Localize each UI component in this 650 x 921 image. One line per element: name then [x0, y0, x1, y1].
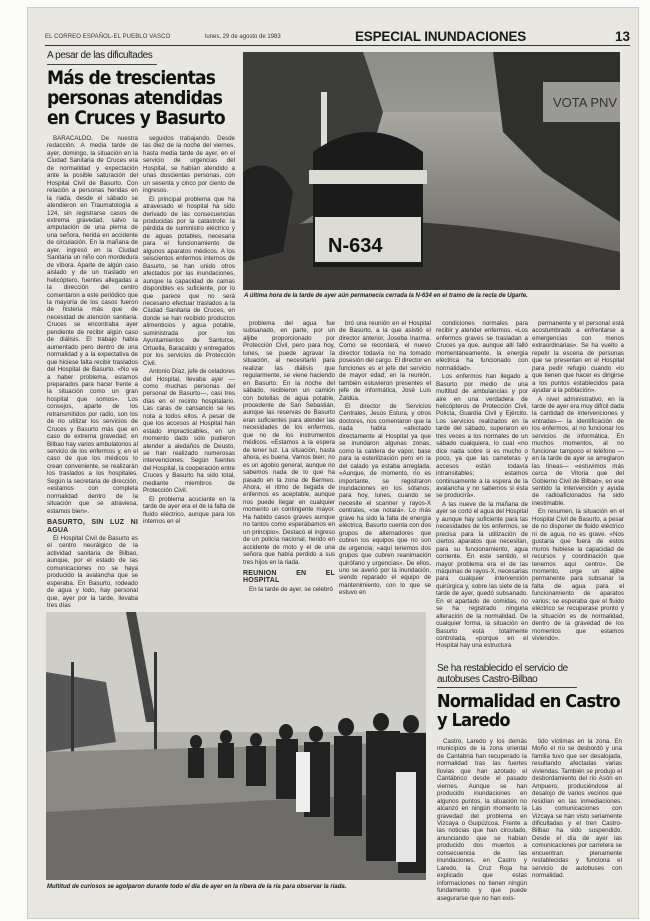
paragraph: El principal problema que ha atravesado el hospital ha sido derivado de las consecuencias producidas por la catástrofe: la pérdida de suministro eléctrico y de aguas potables, necesaria para el funcionamiento de algunos aparatos médicos. A los seiscientos enfermos internos de Basurto, se han unido otros afectados por las inundaciones, aunque la capacidad de camas disponibles es suficiente, por lo que parece que no será necesario efectuar traslados a la Ciudad Sanitaria de Cruces, en donde se han recibido productos alimenticios y agua potable, suministrada por los Ayuntamientos de Santurce, Ortuella, Baracaldo y entregados por los servicios de Protección Civil.: [143, 195, 235, 367]
paragraph: En resumen, la situación en el Hospital Civil de Basurto, a pesar de no disponer de fluido eléctrico ni de agua, no es grave. «Nos gustaría que fuera de estos muros hubiese la capacidad de recursos y coordinación que tenemos aquí centro». De momento, urge un aljibe permanente para subsanar la falta de agua para el funcionamiento de aparatos varios; se esperaba que el fluido eléctrico se recuperase pronto y la situación es de normalidad, dentro de la gravedad de los momentos que estamos viviendo».: [532, 508, 624, 643]
article2-column-1: [437, 738, 527, 908]
section-title: ESPECIAL INUNDACIONES: [355, 29, 527, 44]
paragraph: problema del agua fue subsanado, en parte, por un aljibe proporcionado por Protección Civil, pero para hoy, lunes, se puede agravar la situación, al necesitarlo para realizar las diálisis que regularmente, se viene haciendo en Basurto. En la noche del sábado, recibieron un camión con botellas de agua potable, procedente de San Sebastián, aunque las reservas de Basurto eran suficientes para atender las necesidades de los enfermos, que no de los instrumentos médicos. «Estamos a la espera de tener luz. La situación, hasta ahora, es buena. Vamos bien; no es un agobio general, aunque no sabemos nada de lo que ha pasado en la zona de Bermeo. Ahora, el ritmo de llegada de enfermos es aceptable, aunque nos puede llegar en cualquier momento un contingente mayor. Ha habido casos graves aunque no tantos como esperábamos en un principio». Destacó el ingreso de un policía nacional, herido en accidente de moto y el de una señora que había perdido a sus tres hijos en la riada.: [243, 320, 335, 566]
paragraph: En la tarde de ayer, se celebró: [249, 585, 333, 593]
paragraph: seguidos trabajando. Desde las diez de la noche del viernes, hasta media tarde de ayer, en el servicio de urgencias del Hospital, se habían atendido a unas doscientas personas, con un sesenta y cinco por ciento de ingresos.: [143, 135, 235, 195]
article2-column-2: [532, 738, 622, 908]
paragraph: El director de Servicios Centrales, Jesús Estura, y otros doctores, nos comentaron que la riada había «afectado directamente al Hospital ya que se inundaron algunas zonas, como la caldera de vapor, base para la esterilización pero en la del calado ya estaba arreglada. «Aunque, de momento, no es importante, se registraron inundaciones en los sótanos; para hoy, lunes, cuando se necesite el scanner y rayos-X centrales, «se notará». Lo más grave ha sido la falta de energía eléctrica, Basurto cuenta con dos grupos de alternadores que cubren los equipos que no son de urgencia; «aquí tenemos dos grupos que cubren reanimación quirófano y urgencias». De ellos, uno se averió por la inundación, siendo reparado el equipo de mantenimiento, con lo que se estuvo en: [339, 402, 431, 597]
page-header: [45, 29, 630, 46]
crowd-riverbank-photo: [46, 612, 426, 880]
article1-column-6: [532, 320, 624, 655]
article2-headline: [437, 693, 620, 731]
paragraph: Castro, Laredo y los demás municipios de la zona oriental de Cantabria han recuperado la normalidad tras las fuertes lluvias que han azotado el Cantábrico desde el pasado viernes. Aunque se han producido inundaciones en algunos puntos, la situación no alcanzó en ningún momento la gravedad del problema en Vizcaya o Guipúzcoa. Frente a las noticias que han circulado, anunciando que se habían producido dos muertos a consecuencia de las inundaciones, en Castro y Laredo, la Cruz Roja ha explicado que estas informaciones no tienen ningún fundamento y que puede asegurarse que no han exis-: [437, 738, 527, 902]
kicker-rule: [47, 64, 157, 65]
paragraph: bró una reunión en el Hospital de Basurto, a la que asistió el director anterior, Joseba Inarma. Como se recordará, el nuevo director todavía no ha tomado posesión del cargo. El director en funciones es el jefe del servicio de mayor edad; en la reunión, también estuvieron presentes el jefe de informática, José Luis Zaldúa.: [339, 320, 431, 402]
paragraph: Antonio Díaz, jefe de celadores del Hospital, llevaba ayer —como muchas personas del personal de Basurto—, casi tres días en el recinto hospitalario. Las caras de cansancio se les nota a todos ellos. A pesar de que los accesos al Hospital han estado impracticables, en un momento dado sólo pudieron atender a aledaños de Deusto, se han realizado numerosas intervenciones. Según fuentes del Hospital, la cooperación entre Cruces y Basurto ha sido total, mediante miembros de Protección Civil.: [143, 368, 235, 495]
article1-column-2: [143, 135, 235, 607]
publication-date: lunes, 29 de agosto de 1983: [205, 34, 281, 40]
article1-column-5: [436, 320, 528, 655]
article2-kicker: [437, 663, 568, 685]
headline-line: personas atendidas: [47, 86, 223, 109]
paragraph: El problema acuciante en la tarde de ayer era el de la falta de fluido eléctrico, aunque para los internos en el: [143, 495, 235, 526]
kicker-rule: [437, 687, 577, 688]
article1-column-3: [243, 320, 335, 610]
paragraph: A las nueve de la mañana de ayer se cortó el agua del Hospital y aunque hay suficiente para las necesidades de los enfermos, se precisa para la utilización de ciertos aparatos que necesitan, para su funcionamiento, agua corriente. En este sentido, el mayor problema era el de las máquinas de rayos-X, necesarias para cualquier intervención quirúrgica y, sobre las siete de la tarde de ayer, quedó subsanado. En el apartado de comidas, no se ha registrado ninguna alteración de la normalidad. De cualquier forma, la situación en Basurto está totalmente controlada, «porque en el Hospital hay una estructura: [436, 500, 528, 650]
kicker-line: autobuses Castro-Bilbao: [437, 674, 538, 685]
article1-column-1: [47, 135, 138, 610]
road-marker-text: N-634: [328, 235, 383, 257]
paragraph: permanente y el personal está acostumbrado a enfrentarse a emergencias con menos extraordinarias». Se ha vuelto a repetir la escena de personas que se presentan en el Hospital para pedir refugio cuando «lo que tienen que hacer es dirigirse a los puntos establecidos para ayudar a la población».: [532, 320, 624, 395]
headline-line: Normalidad en Castro: [437, 691, 620, 712]
headline-line: y Laredo: [437, 709, 510, 731]
publication-name: EL CORREO ESPAÑOL-EL PUEBLO VASCO: [45, 34, 171, 40]
article1-column-4: [339, 320, 431, 610]
kicker-line: Se ha restablecido el servicio de: [437, 663, 568, 674]
article1-headline: [47, 69, 225, 129]
article1-kicker: A pesar de las dificultades: [47, 50, 153, 61]
page-number: 13: [614, 29, 630, 44]
paragraph: tido víctimas en la zona. En Moño el río se desbordó y una familia tuvo que ser desalojada, resultando afectadas varias viviendas. También se produjo el desbordamiento del río Asón en Ampuero, produciéndose al desalojo de varios vecinos que residían en las inmediaciones. Las comunicaciones con Vizcaya se han visto seriamente dificultadas y el tren Castro-Bilbao ha sido suspendido. Desde el día de ayer las comunicaciones por carretera se encuentran plenamente restablecidas y funciona el servicio de autobuses con normalidad.: [532, 738, 622, 880]
paragraph: Los enfermos han llegado a Basurto por medio de una multitud de ambulancias y por aire en una verdadera de helicópteros de Protección Civil, Policía, Guardia Civil y Ejército. Los servicios realizados en la tarde del sábado, superaron en tres veces a los normales de un sábado cualquiera, lo cual «no dice nada sobre si es mucho o poco, ya que las carreteras y accesos están todavía intransitables; estamos continuamente a la espera de la avalancha y no sabemos si ésta se producirá».: [436, 373, 528, 500]
headline-line: en Cruces y Basurto: [47, 106, 225, 129]
flooded-road-photo: [243, 52, 620, 290]
paragraph: BARACALDO. De nuestra redacción. A media tarde de ayer, domingo, la situación en la Ciudad Sanitaria de Cruces era de normalidad y expectación ante la posible saturación del Hospital Civil de Basurto. Con relación a personas heridas en la riada, desde el sábado se atendieron en Traumatología a 124, sin registrarse casos de extrema gravedad, salvo la amputación de una pierna de una señora, herida en accidente de circulación. En la mañana de ayer, ingresó en la Ciudad Sanitaria un niño con mordedura de víbora. Aparte de algún caso aislado y de un traslado en helicóptero, fuentes allegadas a la dirección del centro comentaron a este periódico que la mayoría de los casos fueron de histeria más que de necesidad de atención sanitaria. Cruces se encontraba ayer pendiente de recibir algún caso de diálisis. El trabajo había aumentado pero dentro de una normalidad y a la expectativa de que hiciese falta recibir traslados del Hospital de Basurto. «No va a haber problema, estamos preparados para hacer frente a la situación como un gran hospital que somos». Los consejos, aparte de los retransmitidos por radio, son los de no utilizar los servicios de Cruces y Basurto más que en caso de extrema gravedad; en Bilbao hay varios ambulatorios al servicio de los enfermos y, en el caso de que los médicos lo crean conveniente, se realizarán los traslados a los hospitales. Según la secretaria de dirección, «estamos con completa normalidad dentro de la situación que se atraviesa, estamos bien».: [47, 135, 138, 515]
subheading: BASURTO, SIN LUZ NI AGUA: [47, 519, 138, 534]
graffiti-text: VOTA PNV: [553, 95, 618, 110]
headline-line: Más de trescientas: [47, 67, 216, 89]
paragraph: condiciones normales para recibir y atender enfermos. «Los enfermos graves se trasladan a Cruces ya que, aunque allí falló momentáneamente, la energía eléctrica ha funcionado con normalidad».: [436, 320, 528, 372]
bottom-photo-caption: Multitud de curiosos se agolparon durante todo el día de ayer en la ribera de la ría para observar la riada.: [47, 884, 347, 890]
photo-caption: A última hora de la tarde de ayer aún permanecía cerrada la N-634 en el tramo de la recta de Ugarte.: [244, 293, 528, 299]
subheading: REUNION EN EL HOSPITAL: [243, 569, 335, 585]
paragraph: El Hospital Civil de Basurto es el centro neurálgico de la actividad sanitaria de Bilbao, aunque, por el estado de las comunicaciones no se haya producido la avalancha que se esperaba. En Basurto, rodeado de agua y lodo, hay personal que, ayer por la tarde, llevaba tres días: [47, 535, 138, 610]
paragraph: A nivel administrativo, en la tarde de ayer era muy difícil dada la cantidad de intervenciones y entradas— la identificación de los enfermos, al no funcionar los servicios de informática. En muchos momentos, al no funcionar tampoco el teléfono —en la tarde de ayer se arreglaron las líneas— «estuvimos más cerca de Vitoria que del Gobierno Civil de Bilbao», en ese sentido la intervención y ayuda de radioaficionados ha sido inestimable.: [532, 395, 624, 507]
